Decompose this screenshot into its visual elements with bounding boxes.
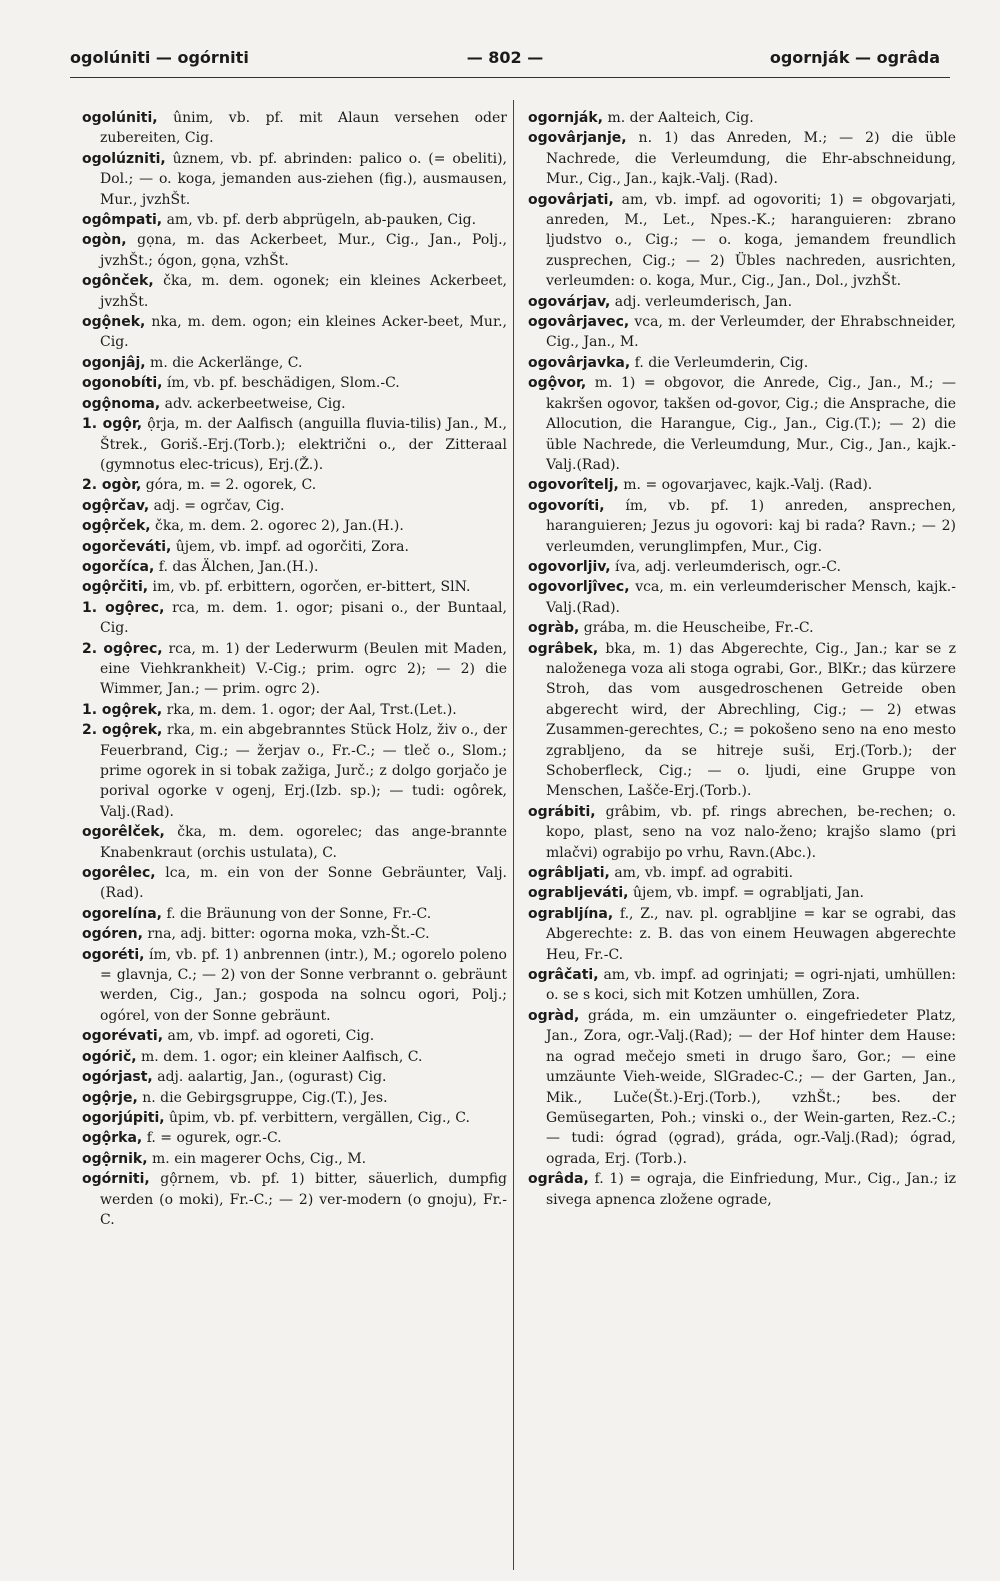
entry-definition: grâbim, vb. pf. rings abrechen, be-rechen; o. kopo, plast, seno na voz nalo-ženo; krajšo slamo (pri mlačvi) ograbijo po vrhu, Ravn.(Abc.). bbox=[546, 803, 956, 861]
dictionary-entry bbox=[528, 577, 956, 618]
entry-definition: adj. verleumderisch, Jan. bbox=[610, 293, 793, 310]
entry-headword: ograbljeváti, bbox=[528, 885, 629, 902]
dictionary-entry bbox=[528, 128, 956, 189]
dictionary-entry bbox=[82, 1108, 507, 1128]
dictionary-entry bbox=[528, 190, 956, 292]
entry-definition: ûnim, vb. pf. mit Alaun versehen oder zubereiten, Cig. bbox=[100, 110, 507, 147]
entry-headword: ogovârjanje, bbox=[528, 130, 627, 147]
entry-definition: m. = ogovarjavec, kajk.-Valj. (Rad). bbox=[618, 477, 873, 494]
entry-definition: m. dem. 1. ogor; ein kleiner Aalfisch, C. bbox=[136, 1048, 423, 1065]
dictionary-entry bbox=[82, 516, 507, 536]
entry-headword: ogộrčiti, bbox=[82, 579, 149, 596]
dictionary-entry bbox=[528, 108, 956, 128]
entry-headword: ogộrka, bbox=[82, 1130, 143, 1147]
dictionary-entry bbox=[82, 904, 507, 924]
entry-definition: am, vb. impf. ad ogovoriti; 1) = obgovarjati, anreden, M., Let., Npes.-K.; haranguieren: zbrano ljudstvo o., Cig.; — o. koga, jemandem freundlich zusprechen, Cig.; — 2) Übles nachreden, ausrichten, verleumden: o. koga, Mur., Cig., Jan., Dol., jvzhŠt. bbox=[546, 191, 956, 290]
entry-headword: ogộrje, bbox=[82, 1089, 138, 1106]
entry-headword: ogolúniti, bbox=[82, 110, 158, 126]
entry-definition: f. 1) = ograja, die Einfriedung, Mur., Cig., Jan.; iz sivega apnenca zložene ograde, bbox=[546, 1171, 956, 1208]
entry-definition: n. die Gebirgsgruppe, Cig.(T.), Jes. bbox=[137, 1089, 388, 1106]
dictionary-entry bbox=[82, 598, 507, 639]
entry-headword: ogộrček, bbox=[82, 518, 151, 535]
entry-definition: m. 1) = obgovor, die Anrede, Cig., Jan., M.; — kakršen ogovor, takšen od-govor, Cig.; die Ansprache, die Allocution, die Harangue, Cig., Jan., Cig.(T.); — 2) die üble Nachrede, die Verleumdung, Mur., Cig., Jan., kajk.-Valj.(Rad). bbox=[546, 375, 956, 473]
entry-headword: ogrâbljati, bbox=[528, 865, 610, 882]
entry-headword: ogộrčav, bbox=[82, 497, 150, 514]
entry-definition: adj. = ogrčav, Cig. bbox=[149, 497, 285, 514]
dictionary-entry bbox=[82, 1047, 507, 1067]
dictionary-entry bbox=[528, 373, 956, 475]
dictionary-entry bbox=[528, 1006, 956, 1169]
entry-definition: f., Z., nav. pl. ograbljine = kar se ograbi, das Abgerechte: z. B. das von einem Heuwagen abgerechte Heu, Fr.-C. bbox=[546, 905, 956, 963]
entry-headword: ogovárjav, bbox=[528, 293, 611, 310]
header-left-guide-words: ogolúniti — ogórniti bbox=[70, 48, 249, 67]
header-rule bbox=[70, 77, 950, 78]
entry-definition: rca, m. dem. 1. ogor; pisani o., der Buntaal, Cig. bbox=[100, 599, 507, 637]
dictionary-entry bbox=[82, 1149, 507, 1169]
dictionary-entry bbox=[82, 414, 507, 475]
entry-headword: ogorelína, bbox=[82, 905, 162, 922]
entry-definition: am, vb. impf. ad ogrinjati; = ogri-njati, umhüllen: o. se s koci, sich mit Kotzen umhüllen, Zora. bbox=[546, 967, 956, 1004]
dictionary-entry bbox=[82, 1169, 507, 1230]
entry-headword: 2. ogộrec, bbox=[82, 640, 163, 657]
entry-headword: ogràd, bbox=[528, 1007, 580, 1024]
left-column bbox=[82, 108, 507, 1230]
dictionary-entry bbox=[82, 475, 507, 495]
dictionary-entry bbox=[528, 353, 956, 373]
entry-headword: ogrâbek, bbox=[528, 640, 599, 657]
dictionary-entry bbox=[82, 1026, 507, 1046]
entry-headword: ogornják, bbox=[528, 110, 604, 126]
entry-headword: ogorévati, bbox=[82, 1028, 164, 1045]
entry-headword: 2. ogộrek, bbox=[82, 722, 163, 739]
dictionary-entry bbox=[82, 1067, 507, 1087]
entry-definition: góra, m. = 2. ogorek, C. bbox=[141, 477, 317, 494]
dictionary-entry bbox=[82, 496, 507, 516]
entry-definition: čka, m. dem. ogonek; ein kleines Ackerbeet, jvzhŠt. bbox=[100, 273, 507, 310]
dictionary-entry bbox=[82, 373, 507, 393]
entry-definition: adj. aalartig, Jan., (ogurast) Cig. bbox=[152, 1069, 387, 1086]
entry-definition: f. die Verleumderin, Cig. bbox=[630, 354, 809, 371]
entry-headword: ogộvor, bbox=[528, 375, 587, 392]
dictionary-entry bbox=[528, 802, 956, 863]
dictionary-entry bbox=[82, 720, 507, 822]
dictionary-entry bbox=[82, 1088, 507, 1108]
dictionary-entry bbox=[528, 883, 956, 903]
right-column bbox=[528, 108, 956, 1210]
entry-headword: ogórič, bbox=[82, 1048, 137, 1065]
entry-headword: ogovorljiv, bbox=[528, 558, 611, 575]
entry-definition: ûznem, vb. pf. abrinden: palico o. (= obeliti), Dol.; — o. koga, jemanden aus-ziehen (fig.), ausmausen, Mur., jvzhŠt. bbox=[100, 150, 507, 208]
dictionary-entry bbox=[528, 475, 956, 495]
entry-definition: nka, m. dem. ogon; ein kleines Acker-beet, Mur., Cig. bbox=[100, 314, 507, 351]
entry-headword: ogoréti, bbox=[82, 946, 145, 963]
dictionary-entry bbox=[82, 1128, 507, 1148]
entry-definition: ûjem, vb. impf. = ograbljati, Jan. bbox=[628, 885, 865, 902]
entry-definition: ím, vb. pf. beschädigen, Slom.-C. bbox=[162, 375, 400, 392]
entry-definition: rca, m. 1) der Lederwurm (Beulen mit Maden, eine Viehkrankheit) V.-Cig.; prim. ogrc 2); — 2) die Wimmer, Jan.; — prim. ogrc 2). bbox=[100, 640, 507, 698]
entry-definition: rka, m. dem. 1. ogor; der Aal, Trst.(Let.). bbox=[162, 701, 457, 718]
entry-headword: ograbljína, bbox=[528, 905, 614, 922]
dictionary-entry bbox=[82, 863, 507, 904]
entry-headword: ogorčíca, bbox=[82, 558, 155, 575]
entry-definition: adv. ackerbeetweise, Cig. bbox=[160, 395, 346, 412]
dictionary-entry bbox=[82, 822, 507, 863]
entry-definition: f. die Bräunung von der Sonne, Fr.-C. bbox=[162, 905, 432, 922]
entry-definition: lca, m. ein von der Sonne Gebräunter, Valj.(Rad). bbox=[100, 865, 507, 902]
entry-definition: čka, m. dem. ogorelec; das ange-brannte Knabenkraut (orchis ustulata), C. bbox=[100, 824, 507, 861]
page-number: — 802 — bbox=[466, 48, 544, 67]
entry-headword: ogovoríti, bbox=[528, 497, 605, 514]
entry-definition: ộrja, m. der Aalfisch (anguilla fluvia-tilis) Jan., M., Štrek., Goriš.-Erj.(Torb.); električni o., der Zitteraal (gymnotus elec-tricus), Erj.(Ž.). bbox=[100, 416, 507, 473]
header-right-guide-words: ogornják — ogrâda bbox=[769, 48, 940, 67]
entry-headword: 1. ogộrec, bbox=[82, 599, 165, 616]
entry-definition: čka, m. dem. 2. ogorec 2), Jan.(H.). bbox=[150, 518, 404, 535]
entry-headword: 2. ogòr, bbox=[82, 477, 142, 494]
entry-definition: ím, vb. pf. 1) anreden, ansprechen, haranguieren; Jezus ju ogovori: kaj bi rada? Ravn.; — 2) verleumden, verunglimpfen, Mur., Cig. bbox=[546, 497, 956, 555]
column-divider bbox=[513, 100, 514, 1570]
entry-definition: f. = ogurek, ogr.-C. bbox=[142, 1130, 282, 1147]
entry-definition: am, vb. pf. derb abprügeln, ab-pauken, Cig. bbox=[162, 212, 477, 229]
entry-headword: ogovârjati, bbox=[528, 191, 614, 208]
entry-headword: ogộnek, bbox=[82, 314, 146, 331]
dictionary-entry bbox=[528, 557, 956, 577]
dictionary-entry bbox=[82, 945, 507, 1027]
dictionary-entry bbox=[82, 230, 507, 271]
dictionary-entry bbox=[528, 292, 956, 312]
dictionary-entry bbox=[528, 312, 956, 353]
entry-headword: ogòn, bbox=[82, 232, 127, 249]
entry-definition: im, vb. pf. erbittern, ogorčen, er-bittert, SlN. bbox=[148, 579, 471, 596]
dictionary-entry bbox=[82, 394, 507, 414]
entry-definition: bka, m. 1) das Abgerechte, Cig., Jan.; kar se z naloženega voza ali stoga ograbi, Gor., BlKr.; das kürzere Stroh, das vom ausgedroschenen Getreide oben abgerecht wird, der Abrechling, Cig.; — 2) etwas Zusammen-gerechtes, C.; = pokošeno seno na eno mesto zgrabljeno, da se hitreje suši, Erj.(Torb.); der Schoberfleck, Cig.; — o. ljudi, eine Gruppe von Menschen, Lašče-Erj.(Torb.). bbox=[546, 640, 956, 800]
entry-definition: gọna, m. das Ackerbeet, Mur., Cig., Jan., Polj., jvzhŠt.; ógon, gọna, vzhŠt. bbox=[100, 232, 507, 269]
entry-definition: rka, m. ein abgebranntes Stück Holz, živ o., der Feuerbrand, Cig.; — žerjav o., Fr.-C.; — tleč o., Slom.; prime ogorek in si tobak zažiga, Jurč.; z dolgo gorjačo je porival ogorke v ogenj, Erj.(Izb. sp.); — tudi: ogôrek, Valj.(Rad). bbox=[100, 722, 507, 820]
entry-headword: ogovorîtelj, bbox=[528, 477, 619, 494]
entry-headword: ogovârjavka, bbox=[528, 354, 631, 371]
entry-definition: m. ein magerer Ochs, Cig., M. bbox=[147, 1150, 367, 1167]
entry-definition: ûjem, vb. impf. ad ogorčiti, Zora. bbox=[171, 538, 409, 555]
entry-headword: ogorjúpiti, bbox=[82, 1109, 165, 1126]
entry-headword: ogônček, bbox=[82, 273, 154, 290]
entry-headword: 1. ogộrek, bbox=[82, 701, 163, 718]
entry-definition: ûpim, vb. pf. verbittern, vergällen, Cig., C. bbox=[164, 1109, 470, 1126]
entry-headword: ogômpati, bbox=[82, 212, 163, 229]
dictionary-entry bbox=[528, 863, 956, 883]
entry-definition: vca, m. der Verleumder, der Ehrabschneider, Cig., Jan., M. bbox=[546, 314, 956, 351]
dictionary-entry bbox=[528, 904, 956, 965]
entry-headword: ogórniti, bbox=[82, 1171, 150, 1188]
entry-headword: ogonjâj, bbox=[82, 354, 146, 371]
entry-headword: ogorčeváti, bbox=[82, 538, 172, 555]
entry-headword: ogolúzniti, bbox=[82, 150, 166, 167]
dictionary-entry bbox=[82, 271, 507, 312]
dictionary-entry bbox=[82, 312, 507, 353]
dictionary-entry bbox=[82, 700, 507, 720]
entry-definition: grába, m. die Heuscheibe, Fr.-C. bbox=[579, 620, 814, 637]
dictionary-entry bbox=[82, 353, 507, 373]
entry-definition: gráda, m. ein umzäunter o. eingefriedeter Platz, Jan., Zora, ogr.-Valj.(Rad); — der Hof hinter dem Hause: na ograd mečejo smeti in drugo šaro, Gor.; — eine umzäunte Vieh-weide, SlGradec-C.; — der Garten, Jan., Mik., Luče(Št.)-Erj.(Torb.), vzhŠt.; bes. der Gemüsegarten, Poh.; vinski o., der Wein-garten, Rez.-C.; — tudi: ógrad (ǫgrad), gráda, ogr.-Valj.(Rad); ógrad, ograda, Erj. (Torb.). bbox=[546, 1007, 956, 1167]
entry-headword: 1. ogộr, bbox=[82, 416, 143, 433]
dictionary-entry bbox=[82, 577, 507, 597]
entry-headword: ogovârjavec, bbox=[528, 314, 630, 331]
dictionary-entry bbox=[528, 618, 956, 638]
running-header bbox=[70, 38, 940, 76]
entry-headword: ogrâda, bbox=[528, 1171, 589, 1188]
entry-headword: ográbiti, bbox=[528, 803, 596, 820]
entry-headword: ogrâčati, bbox=[528, 967, 599, 984]
dictionary-entry bbox=[82, 924, 507, 944]
dictionary-entry bbox=[528, 965, 956, 1006]
dictionary-entry bbox=[82, 557, 507, 577]
entry-headword: ogộnoma, bbox=[82, 395, 161, 412]
dictionary-entry bbox=[82, 210, 507, 230]
entry-headword: ogovorljîvec, bbox=[528, 579, 630, 596]
entry-headword: ogộrnik, bbox=[82, 1150, 148, 1167]
entry-definition: ím, vb. pf. 1) anbrennen (intr.), M.; ogorelo poleno = glavnja, C.; — 2) von der Sonne verbrannt o. gebräunt werden, Cig., Jan.; gospoda na solncu ogori, Polj.; ogórel, von der Sonne gebräunt. bbox=[100, 946, 507, 1024]
dictionary-entry bbox=[82, 639, 507, 700]
entry-definition: íva, adj. verleumderisch, ogr.-C. bbox=[610, 558, 841, 575]
entry-headword: ogóren, bbox=[82, 926, 143, 943]
entry-headword: ogràb, bbox=[528, 620, 580, 637]
dictionary-entry bbox=[82, 108, 507, 149]
entry-definition: n. 1) das Anreden, M.; — 2) die üble Nachrede, die Verleumdung, die Ehr-abschneidung, Mur., Cig., Jan., kajk.-Valj. (Rad). bbox=[546, 130, 956, 188]
dictionary-entry bbox=[528, 1169, 956, 1210]
entry-headword: ogonobíti, bbox=[82, 375, 163, 392]
entry-definition: rna, adj. bitter: ogorna moka, vzh-Št.-C. bbox=[142, 926, 430, 943]
dictionary-entry bbox=[82, 537, 507, 557]
entry-definition: am, vb. impf. ad ogoreti, Cig. bbox=[163, 1028, 375, 1045]
dictionary-entry bbox=[528, 639, 956, 802]
dictionary-entry bbox=[528, 496, 956, 557]
entry-definition: f. das Älchen, Jan.(H.). bbox=[154, 558, 319, 575]
dictionary-entry bbox=[82, 149, 507, 210]
entry-definition: gộrnem, vb. pf. 1) bitter, säuerlich, dumpfig werden (o moki), Fr.-C.; — 2) ver-modern (o gnoju), Fr.-C. bbox=[100, 1171, 507, 1228]
entry-headword: ogorêlček, bbox=[82, 824, 165, 841]
entry-definition: vca, m. ein verleumderischer Mensch, kajk.-Valj.(Rad). bbox=[546, 579, 956, 616]
entry-definition: m. der Aalteich, Cig. bbox=[603, 110, 754, 126]
entry-headword: ogórjast, bbox=[82, 1069, 153, 1086]
entry-definition: m. die Ackerlänge, C. bbox=[145, 354, 303, 371]
entry-headword: ogorêlec, bbox=[82, 865, 156, 882]
entry-definition: am, vb. impf. ad ograbiti. bbox=[609, 865, 794, 882]
